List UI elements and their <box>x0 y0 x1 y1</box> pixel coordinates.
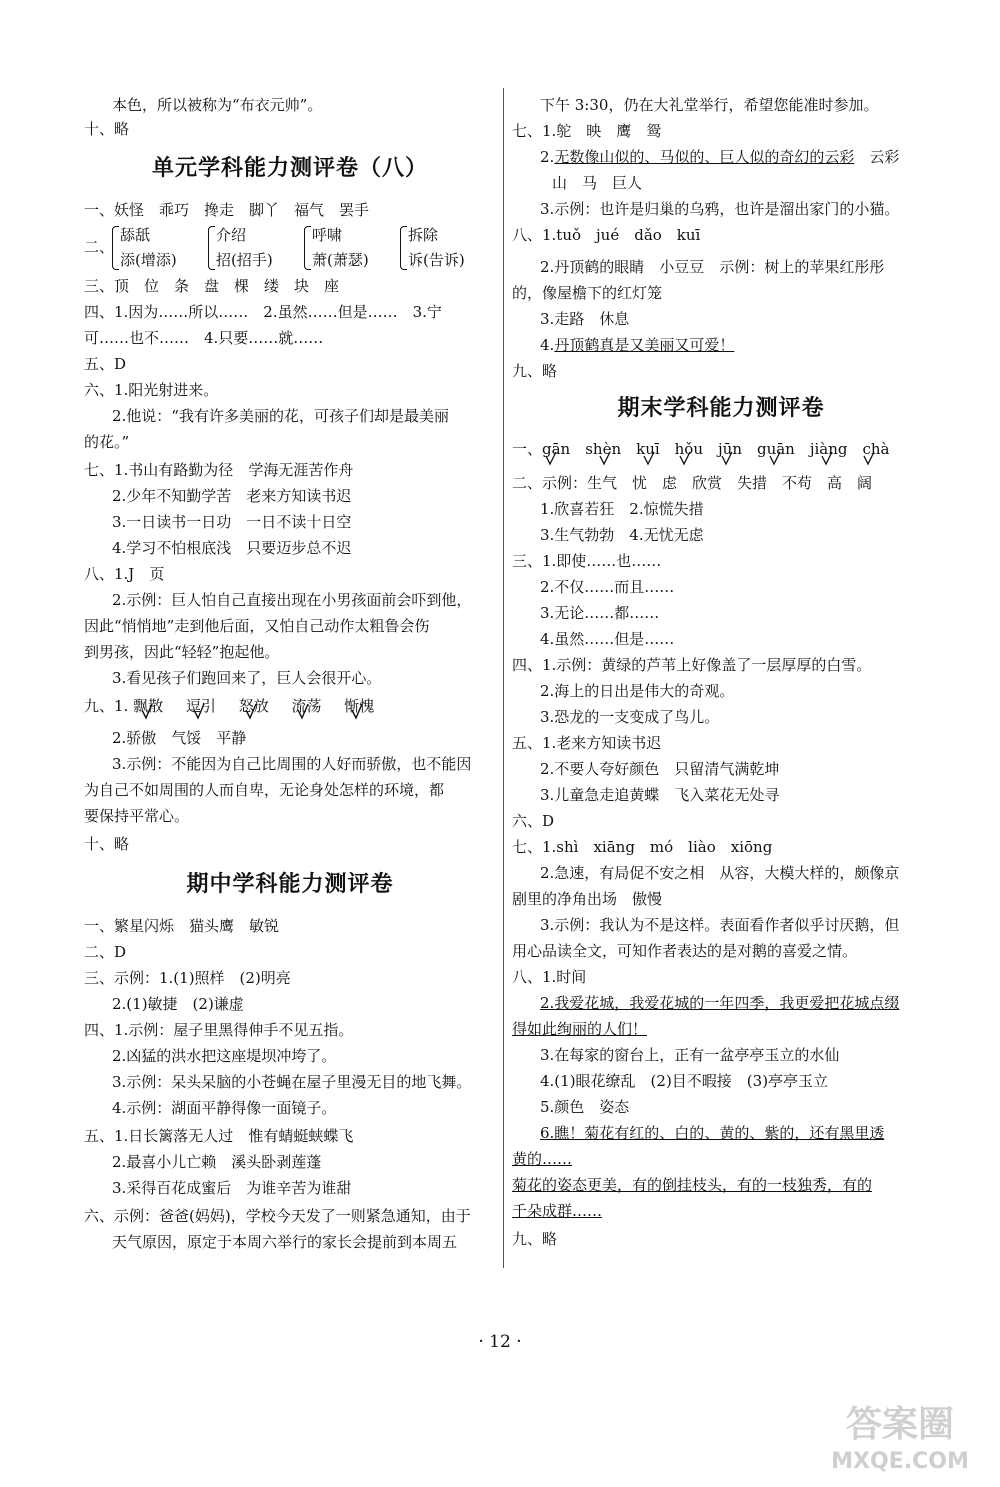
answer-line: 天气原因，原定于本周六举行的家长会提前到本周五 <box>112 1233 458 1251</box>
answer-line: 3.一日读书一日功 一日不读十日空 <box>112 513 352 531</box>
check-mark-icon <box>680 452 690 464</box>
check-mark-icon <box>246 704 256 718</box>
word-pair-top: 拆除 <box>408 226 439 244</box>
answer-line: 3.走路 休息 <box>540 310 630 328</box>
answer-suffix: 云彩 <box>854 148 900 166</box>
watermark-logo <box>812 1392 988 1476</box>
word-pair-bottom: 诉(告诉) <box>408 251 465 269</box>
answer-line: 2.少年不知勤学苦 老来方知读书迟 <box>112 487 352 505</box>
answer-line: 到男孩，因此“轻轻”抱起他。 <box>84 643 280 661</box>
answer-line: 的花。” <box>84 433 130 451</box>
answer-line: 一、gān shèn kuī hǒu jūn guān jiàng chà <box>512 440 890 458</box>
answer-line: 六、示例：爸爸(妈妈)，学校今天发了一则紧急通知，由于 <box>84 1207 471 1225</box>
answer-line: 五、1.日长篱落无人过 惟有蜻蜓蛱蝶飞 <box>84 1127 354 1145</box>
answer-line-underlined <box>540 334 734 356</box>
answer-line: 五、1.老来方知读书迟 <box>512 734 662 752</box>
answer-prefix: 2. <box>540 148 555 166</box>
answer-prefix: 4. <box>540 336 555 354</box>
answer-line: 九、略 <box>512 362 558 380</box>
answer-line: 4.(1)眼花缭乱 (2)目不暇接 (3)亭亭玉立 <box>540 1072 829 1090</box>
answer-line-underlined <box>540 146 899 168</box>
check-mark-icon <box>194 704 204 718</box>
answer-line: 2.丹顶鹤的眼睛 小豆豆 示例：树上的苹果红彤彤 <box>540 258 885 276</box>
check-mark-icon <box>546 452 556 464</box>
answer-line: 3.采得百花成蜜后 为谁辛苦为谁甜 <box>112 1179 352 1197</box>
answer-line: 2.海上的日出是伟大的奇观。 <box>540 682 735 700</box>
word-pair-top: 舔舐 <box>120 226 151 244</box>
answer-line: 2.最喜小儿亡赖 溪头卧剥莲蓬 <box>112 1153 322 1171</box>
answer-line: 四、1.因为……所以…… 2.虽然……但是…… 3.宁 <box>84 303 442 321</box>
check-mark-icon <box>864 452 874 464</box>
answer-line: 五、D <box>84 355 127 373</box>
answer-line: 八、1.时间 <box>512 968 587 986</box>
answer-line: 4.虽然……但是…… <box>540 630 675 648</box>
underlined-answer: 6.瞧！菊花有红的、白的、黄的、紫的，还有黑里透 <box>540 1124 885 1142</box>
answer-line: 2.凶猛的洪水把这座堤坝冲垮了。 <box>112 1047 337 1065</box>
word-pair-bottom: 萧(萧瑟) <box>312 251 369 269</box>
answer-line: 二、D <box>84 943 127 961</box>
answer-line: 3.示例：不能因为自己比周围的人好而骄傲，也不能因 <box>112 755 472 773</box>
underlined-answer: 得如此绚丽的人们！ <box>512 1020 648 1038</box>
underlined-answer: 黄的…… <box>512 1150 573 1168</box>
word-pair-top: 呼啸 <box>312 226 343 244</box>
brace <box>304 226 311 270</box>
underlined-answer: 2.我爱花城，我爱花城的一年四季，我更爱把花城点缀 <box>540 994 900 1012</box>
answer-line: 2.急速，有局促不安之相 从容，大模大样的，颇像京 <box>540 864 900 882</box>
answer-line: 八、1.J 页 <box>84 565 165 583</box>
answer-line: 六、1.阳光射进来。 <box>84 381 219 399</box>
underlined-answer: 千朵成群…… <box>512 1202 603 1220</box>
tone-word: 流荡 <box>291 697 322 715</box>
answer-line: 3.儿童急走追黄蝶 飞入菜花无处寻 <box>540 786 780 804</box>
check-mark-icon <box>770 452 780 464</box>
answer-line: 3.示例：呆头呆脑的小苍蝇在屋子里漫无目的地飞舞。 <box>112 1073 472 1091</box>
answer-line: 3.无论……都…… <box>540 604 660 622</box>
tone-word: 逗引 <box>185 697 216 715</box>
answer-line: 一、妖怪 乖巧 搀走 脚丫 福气 罢手 <box>84 201 370 219</box>
answer-line: 2.他说：“我有许多美丽的花，可孩子们却是最美丽 <box>112 407 449 425</box>
answer-line: 下午 3:30，仍在大礼堂举行，希望您能准时参加。 <box>540 96 879 114</box>
answer-line: 4.示例：湖面平静得像一面镜子。 <box>112 1099 337 1117</box>
answer-line: 六、D <box>512 812 555 830</box>
answer-line: 九、略 <box>512 1230 558 1248</box>
tone-word: 惭愧 <box>344 697 375 715</box>
check-mark-icon <box>722 452 732 464</box>
answer-line: 三、顶 位 条 盘 棵 缕 块 座 <box>84 277 340 295</box>
answer-line: 八、1.tuǒ jué dǎo kuī <box>512 226 701 244</box>
section-title-final: 期末学科能力测评卷 <box>617 396 825 421</box>
answer-prefix: 九、1. <box>84 697 129 715</box>
answer-line: 3.恐龙的一支变成了鸟儿。 <box>540 708 720 726</box>
answer-line: 为自己不如周围的人而自卑，无论身处怎样的环境，都 <box>84 781 445 799</box>
answer-line: 七、1.shì xiāng mó liào xiōng <box>512 838 773 856</box>
underlined-answer: 无数像山似的、马似的、巨人似的奇幻的云彩 <box>554 148 855 166</box>
word-pair-bottom: 招(招手) <box>216 251 273 269</box>
answer-line: 要保持平常心。 <box>84 807 190 825</box>
answer-line: 因此“悄悄地”走到他后面，又怕自己动作太粗鲁会伤 <box>84 617 430 635</box>
tone-check-marks <box>84 700 496 724</box>
check-mark-icon <box>352 704 362 718</box>
check-mark-icon <box>644 452 654 464</box>
check-mark-icon <box>822 452 832 464</box>
answer-line: 三、1.即使……也…… <box>512 552 662 570</box>
column-divider <box>503 88 504 1268</box>
check-mark-icon <box>600 452 610 464</box>
answer-line: 四、1.示例：屋子里黑得伸手不见五指。 <box>84 1021 354 1039</box>
answer-line: 3.在每家的窗台上，正有一盆亭亭玉立的水仙 <box>540 1046 840 1064</box>
answer-line: 七、1.书山有路勤为径 学海无涯苦作舟 <box>84 461 354 479</box>
answer-line: 山 马 巨人 <box>552 174 643 192</box>
underlined-answer: 丹顶鹤真是又美丽又可爱！ <box>554 336 735 354</box>
answer-line: 十、略 <box>84 120 130 138</box>
answer-line: 本色，所以被称为“布衣元帅”。 <box>112 96 323 114</box>
answer-prefix: 二、 <box>84 238 115 256</box>
answer-line: 二、示例：生气 忧 虑 欣赏 失措 不苟 高 阔 <box>512 474 873 492</box>
answer-line: 2.不要人夸好颜色 只留清气满乾坤 <box>540 760 780 778</box>
answer-line: 2.示例：巨人怕自己直接出现在小男孩面前会吓到他， <box>112 591 472 609</box>
answer-line: 三、示例：1.(1)照样 (2)明亮 <box>84 969 291 987</box>
watermark-text-top: 答案圈 <box>845 1404 955 1445</box>
answer-line: 的，像屋檐下的红灯笼 <box>512 284 663 302</box>
answer-line: 四、1.示例：黄绿的芦苇上好像盖了一层厚厚的白雪。 <box>512 656 872 674</box>
check-mark-icon <box>298 704 308 718</box>
section-title-midterm: 期中学科能力测评卷 <box>186 872 394 897</box>
brace <box>112 226 119 270</box>
answer-line: 4.学习不怕根底浅 只要迈步总不迟 <box>112 539 352 557</box>
answer-line: 十、略 <box>84 835 130 853</box>
watermark-text-bottom: MXQE.COM <box>831 1449 969 1474</box>
answer-line: 3.生气勃勃 4.无忧无虑 <box>540 526 704 544</box>
answer-line: 3.示例：我认为不是这样。表面看作者似乎讨厌鹅，但 <box>540 916 900 934</box>
answer-line: 2.骄傲 气馁 平静 <box>112 729 247 747</box>
answer-line: 用心品读全文，可知作者表达的是对鹅的喜爱之情。 <box>512 942 858 960</box>
check-mark-icon <box>142 704 152 718</box>
underlined-answer: 菊花的姿态更美，有的倒挂枝头，有的一枝独秀，有的 <box>512 1176 873 1194</box>
brace <box>208 226 215 270</box>
answer-line: 5.颜色 姿态 <box>540 1098 630 1116</box>
answer-line: 剧里的净角出场 傲慢 <box>512 890 663 908</box>
brace <box>400 226 407 270</box>
tone-word: 飘散 <box>133 697 164 715</box>
tone-word: 怒放 <box>238 697 269 715</box>
section-title-unit8: 单元学科能力测评卷（八） <box>151 156 428 181</box>
word-pair-top: 介绍 <box>216 226 247 244</box>
answer-line: 2.不仅……而且…… <box>540 578 675 596</box>
answer-line: 七、1.鸵 映 鹰 鸳 <box>512 122 662 140</box>
answer-line: 3.看见孩子们跑回来了，巨人会很开心。 <box>112 669 382 687</box>
answer-line: 可……也不…… 4.只要……就…… <box>84 329 324 347</box>
answer-line: 1.欣喜若狂 2.惊慌失措 <box>540 500 704 518</box>
answer-line: 3.示例：也许是归巢的乌鸦，也许是溜出家门的小猫。 <box>540 200 900 218</box>
page-number: · 12 · <box>478 1332 522 1352</box>
word-pair-bottom: 添(增添) <box>120 251 177 269</box>
pinyin-check-marks <box>512 450 930 470</box>
answer-line: 一、繁星闪烁 猫头鹰 敏锐 <box>84 917 280 935</box>
answer-line: 2.(1)敏捷 (2)谦虚 <box>112 995 244 1013</box>
